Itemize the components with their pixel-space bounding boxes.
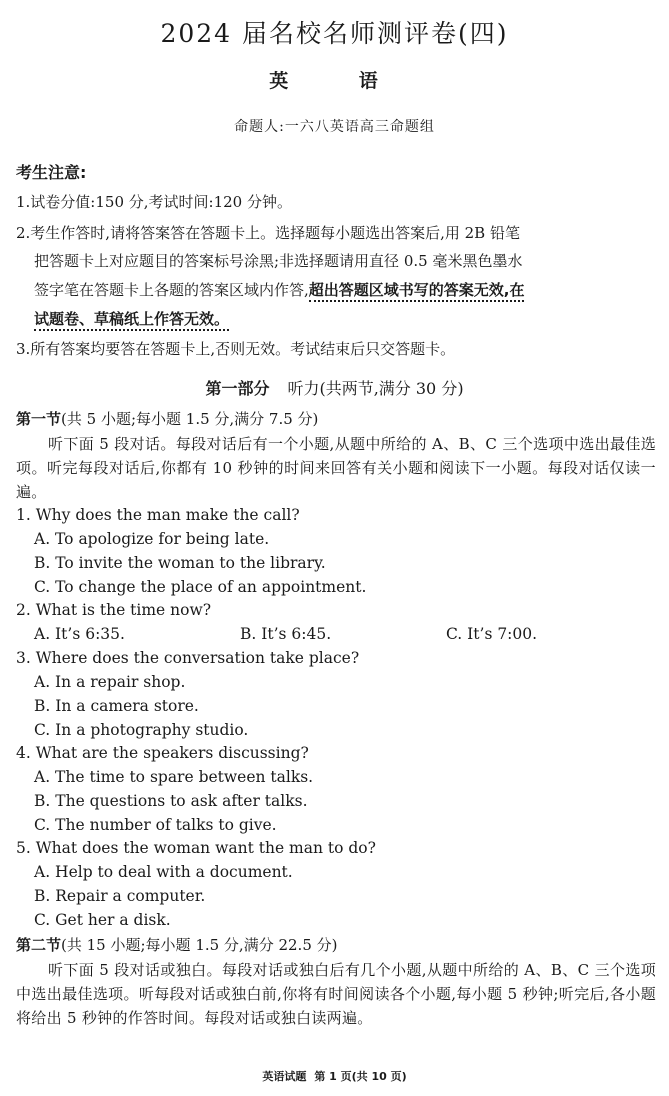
notice-item-2-emphasis: 超出答题区域书写的答案无效,在 <box>309 281 525 302</box>
notice-item-3: 3.所有答案均要答在答题卡上,否则无效。考试结束后只交答题卡。 <box>16 340 456 358</box>
question-2: 2. What is the time now? <box>16 601 212 619</box>
section-1-scoring: (共 5 小题;每小题 1.5 分,满分 7.5 分) <box>61 410 319 428</box>
author-line: 命题人:一六八英语高三命题组 <box>234 119 435 135</box>
page-footer <box>0 1068 669 1084</box>
question-2-option-b: B. It’s 6:45. <box>240 625 332 643</box>
part-1-label: 第一部分 <box>205 379 270 398</box>
footer-subject: 英语试题 <box>262 1070 307 1083</box>
footer-page-number: 第 1 页(共 10 页) <box>314 1070 407 1083</box>
question-3-option-a: A. In a repair shop. <box>34 673 186 691</box>
question-2-option-a: A. It’s 6:35. <box>34 625 125 643</box>
question-1: 1. Why does the man make the call? <box>16 506 300 524</box>
question-4-option-b: B. The questions to ask after talks. <box>34 792 308 810</box>
part-1-title: 听力(共两节,满分 30 分) <box>287 379 464 398</box>
notice-item-2-emphasis-2: 试题卷、草稿纸上作答无效。 <box>34 310 229 331</box>
notice-item-2-line-2: 把答题卡上对应题目的答案标号涂黑;非选择题请用直径 0.5 毫米黑色墨水 <box>34 252 523 270</box>
subject-heading: 英 语 <box>269 70 400 92</box>
section-2-instructions: 听下面 5 段对话或独白。每段对话或独白后有几个小题,从题中所给的 A、B、C 三个选项中选出最佳选项。听每段对话或独白前,你将有时间阅读各个小题,每小题 5 秒钟;听完后,各小题将给出 5 秒钟的作答时间。每段对话或独白读两遍。 <box>16 961 656 1027</box>
notice-item-2-line-4 <box>34 308 229 329</box>
notice-item-2-line-1: 2.考生作答时,请将答案答在答题卡上。选择题每小题选出答案后,用 2B 铅笔 <box>16 224 520 242</box>
question-3-option-c: C. In a photography studio. <box>34 721 249 739</box>
question-2-option-c: C. It’s 7:00. <box>446 625 538 643</box>
notice-heading: 考生注意: <box>16 163 87 182</box>
question-5-option-b: B. Repair a computer. <box>34 887 206 905</box>
question-5-option-c: C. Get her a disk. <box>34 911 171 929</box>
section-1-instructions: 听下面 5 段对话。每段对话后有一个小题,从题中所给的 A、B、C 三个选项中选出最佳选项。听完每段对话后,你都有 10 秒钟的时间来回答有关小题和阅读下一小题。每段对话仅读一遍。 <box>16 435 656 501</box>
question-3-option-b: B. In a camera store. <box>34 697 199 715</box>
question-1-option-a: A. To apologize for being late. <box>34 530 270 548</box>
question-1-option-c: C. To change the place of an appointment. <box>34 578 367 596</box>
question-3: 3. Where does the conversation take place? <box>16 649 360 667</box>
notice-item-1: 1.试卷分值:150 分,考试时间:120 分钟。 <box>16 193 292 211</box>
part-1-heading <box>0 376 669 399</box>
question-5-option-a: A. Help to deal with a document. <box>34 863 293 881</box>
question-4-option-a: A. The time to spare between talks. <box>34 768 314 786</box>
section-2-scoring: (共 15 小题;每小题 1.5 分,满分 22.5 分) <box>61 936 338 954</box>
section-1-heading <box>16 408 318 429</box>
notice-item-2-line-3 <box>34 279 524 300</box>
notice-item-2-plain: 签字笔在答题卡上各题的答案区域内作答, <box>34 281 309 299</box>
section-2-heading <box>16 934 338 955</box>
question-4-option-c: C. The number of talks to give. <box>34 816 277 834</box>
section-1-label: 第一节 <box>16 410 62 428</box>
section-2-label: 第二节 <box>16 936 62 954</box>
question-4: 4. What are the speakers discussing? <box>16 744 309 762</box>
question-5: 5. What does the woman want the man to do? <box>16 839 376 857</box>
page-title: 2024 届名校名师测评卷(四) <box>160 19 509 48</box>
question-1-option-b: B. To invite the woman to the library. <box>34 554 326 572</box>
